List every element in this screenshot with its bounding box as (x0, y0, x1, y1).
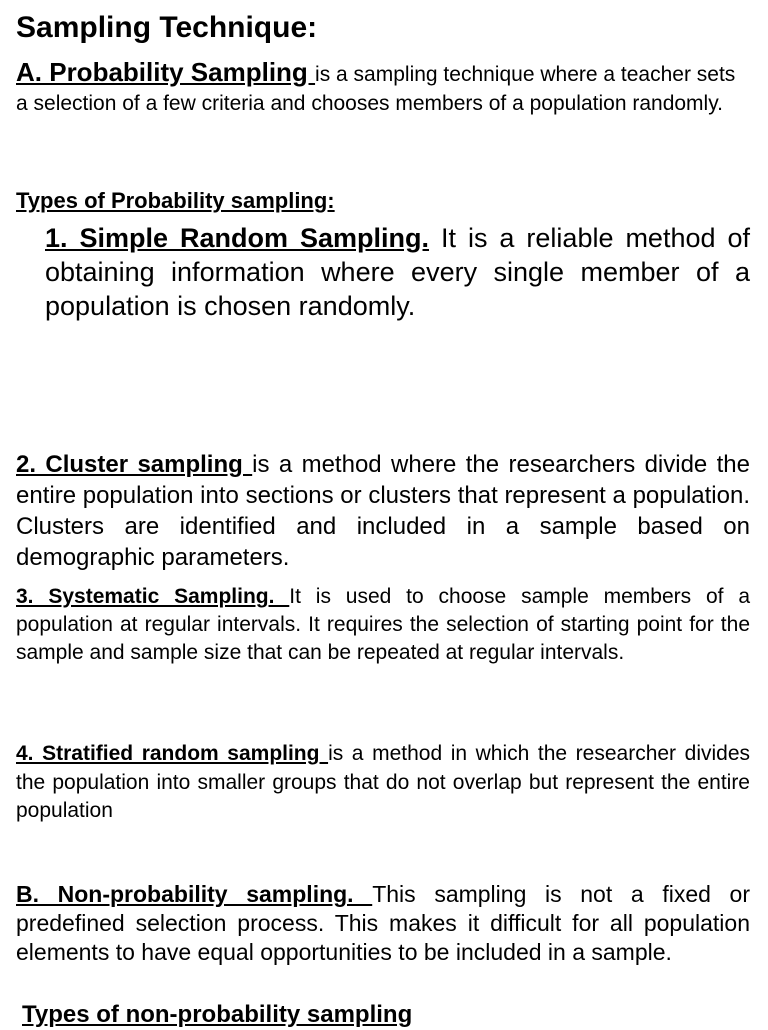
non-probability-sampling-paragraph (16, 880, 750, 967)
stratified-sampling-text: is a method in which the researcher divides the population into smaller groups that do not overlap but represent the entire population (16, 742, 751, 822)
non-probability-sampling-heading: B. Non-probability sampling. (16, 881, 373, 907)
simple-random-sampling-text: It is a reliable method of obtaining information where every single member of a population is chosen randomly. (45, 223, 750, 321)
stratified-sampling-heading: 4. Stratified random sampling (16, 742, 329, 765)
cluster-sampling-text: is a method where the researchers divide the entire population into sections or clusters that represent a population. Clusters are identified and included in a sample based on demographic parameters. (16, 451, 751, 571)
systematic-sampling-text: It is used to choose sample members of a population at regular intervals. It requires the selection of starting point for the sample and sample size that can be repeated at regular intervals. (16, 585, 750, 664)
non-probability-sampling-definition: This sampling is not a fixed or predefined selection process. This makes it difficult for all population elements to have equal opportunities to be included in a sample. (16, 881, 750, 965)
cluster-sampling-item (16, 449, 750, 573)
systematic-sampling-heading: 3. Systematic Sampling. (16, 585, 290, 608)
stratified-sampling-item (16, 740, 750, 826)
cluster-sampling-heading: 2. Cluster sampling (16, 451, 253, 478)
page-title: Sampling Technique: (16, 11, 318, 44)
non-probability-types-heading: Types of non-probability sampling (22, 1001, 413, 1028)
probability-sampling-paragraph (16, 58, 750, 118)
simple-random-sampling-heading: 1. Simple Random Sampling. (45, 223, 429, 253)
systematic-sampling-item (16, 583, 750, 667)
simple-random-sampling-item (45, 221, 750, 323)
probability-sampling-definition: is a sampling technique where a teacher sets a selection of a few criteria and chooses members of a population randomly. (16, 63, 736, 115)
probability-types-heading: Types of Probability sampling: (16, 188, 335, 213)
probability-sampling-heading: A. Probability Sampling (16, 57, 316, 87)
